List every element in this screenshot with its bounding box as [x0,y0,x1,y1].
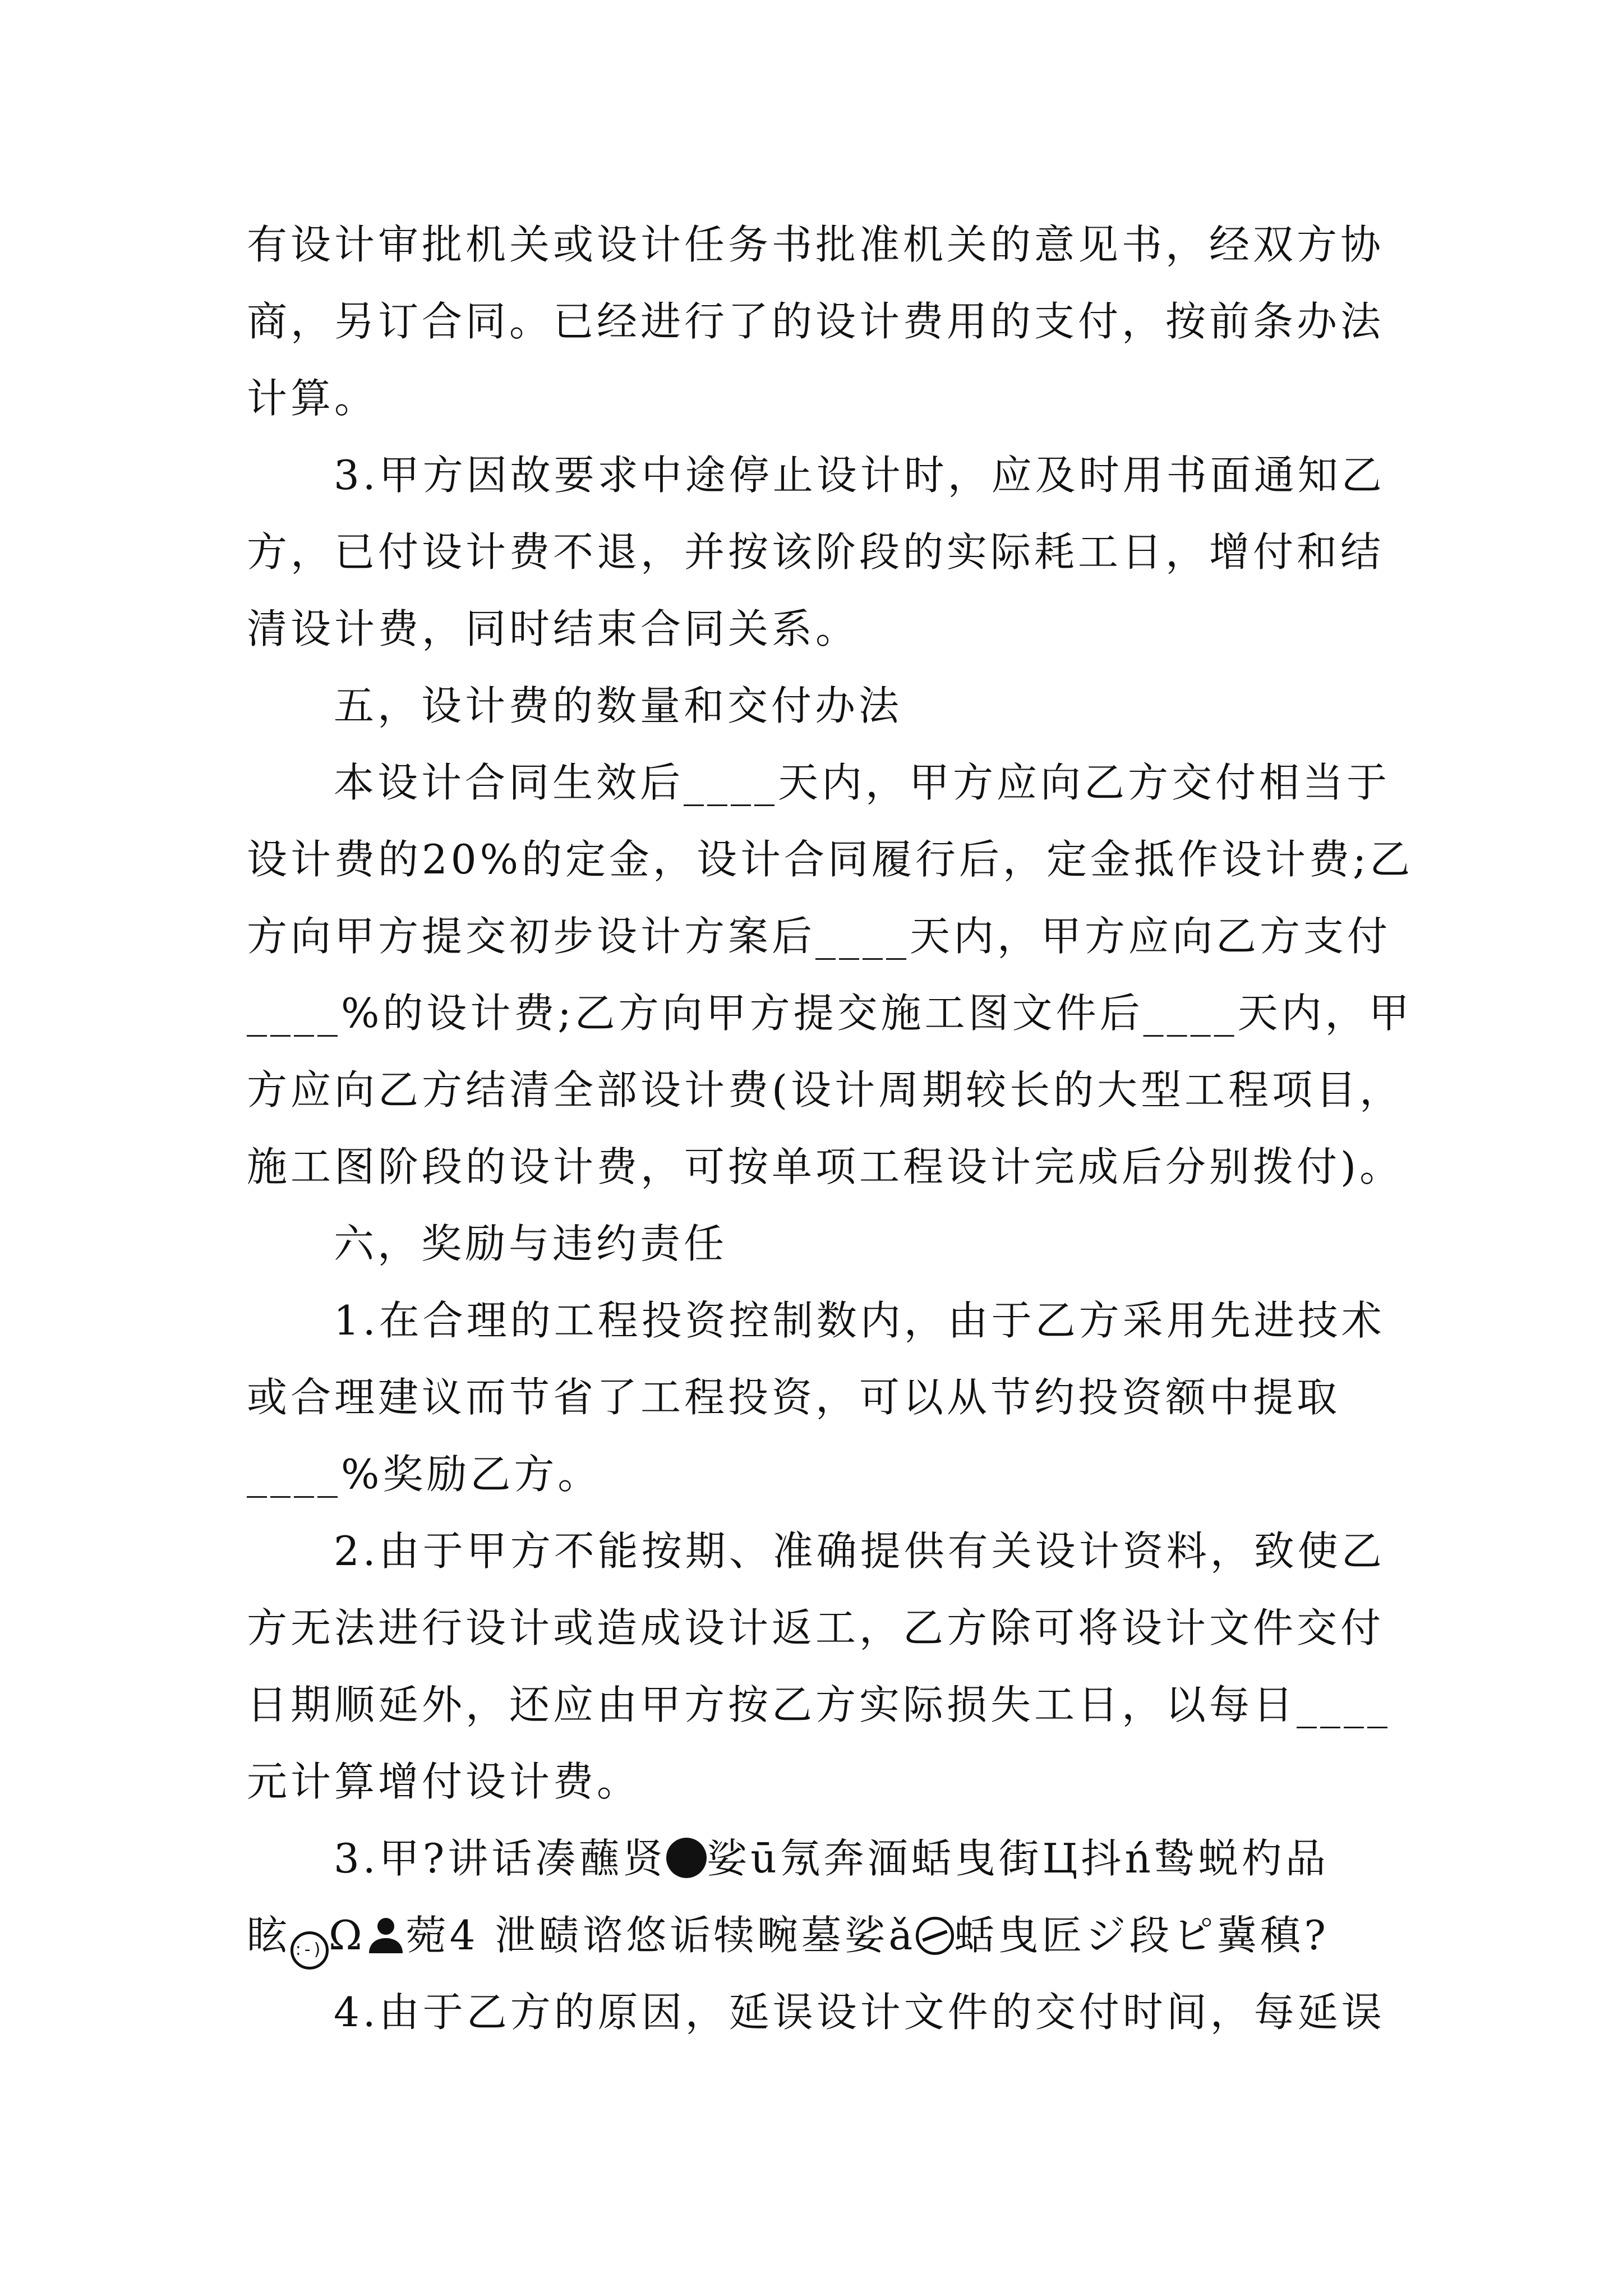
garbled-text: 3.甲?讲话凑蘸贤 [334,1835,667,1882]
text-line: 或合理建议而节省了工程投资，可以从节约投资额中提取 [247,1374,1341,1421]
paragraph-start: 4.由于乙方的原因，延误设计文件的交付时间，每延误 [334,1989,1385,2036]
text-line: 有设计审批机关或设计任务书批准机关的意见书，经双方协 [247,221,1385,268]
black-circle-icon [666,1838,707,1878]
text-line: ____%的设计费;乙方向甲方提交施工图文件后____天内，甲 [247,990,1413,1037]
emoticon-icon: :-) [291,1931,329,1970]
garbled-text: 娑ū氖奔湎蛞曳街Ц抖ń鸷蜕杓品 [707,1835,1329,1882]
garbled-line [247,1897,1385,1974]
person-icon [366,1915,406,1955]
garbled-line [247,1820,1385,1897]
garbled-text: 眩 [247,1912,291,1959]
text-line: 日期顺延外，还应由甲方按乙方实际损失工日，以每日____ [247,1681,1391,1728]
text-line: 元计算增付设计费。 [247,1758,641,1805]
section-heading: 六，奖励与违约责任 [334,1220,728,1267]
text-line: 计算。 [247,375,379,422]
paragraph-start: 本设计合同生效后____天内，甲方应向乙方交付相当于 [334,759,1391,806]
no-sign-icon [916,1917,954,1955]
text-line: 方，已付设计费不退，并按该阶段的实际耗工日，增付和结 [247,528,1385,576]
garbled-text: 菀4 泄赜谘悠诟犊畹墓娑ǎ [405,1912,916,1959]
paragraph-start: 3.甲方因故要求中途停止设计时，应及时用书面通知乙 [334,452,1385,499]
document-body [247,206,1414,2051]
garbled-text: 蛞曳匠ジ段ピ冀稹? [954,1912,1329,1959]
text-line: 施工图阶段的设计费，可按单项工程设计完成后分别拨付)。 [247,1143,1404,1190]
paragraph-start: 1.在合理的工程投资控制数内，由于乙方采用先进技术 [334,1297,1385,1344]
text-line: 清设计费，同时结束合同关系。 [247,605,860,652]
text-line: 设计费的20%的定金，设计合同履行后，定金抵作设计费;乙 [247,836,1414,883]
text-line: 方向甲方提交初步设计方案后____天内，甲方应向乙方支付 [247,913,1391,960]
section-heading: 五，设计费的数量和交付办法 [334,682,903,729]
text-line: 商，另订合同。已经进行了的设计费用的支付，按前条办法 [247,298,1385,345]
text-line: 方无法进行设计或造成设计返工，乙方除可将设计文件交付 [247,1604,1385,1651]
paragraph-start: 2.由于甲方不能按期、准确提供有关设计资料，致使乙 [334,1527,1385,1575]
text-line: ____%奖励乙方。 [247,1451,602,1498]
garbled-text: Ω [329,1912,366,1959]
text-line: 方应向乙方结清全部设计费(设计周期较长的大型工程项目， [247,1066,1404,1114]
